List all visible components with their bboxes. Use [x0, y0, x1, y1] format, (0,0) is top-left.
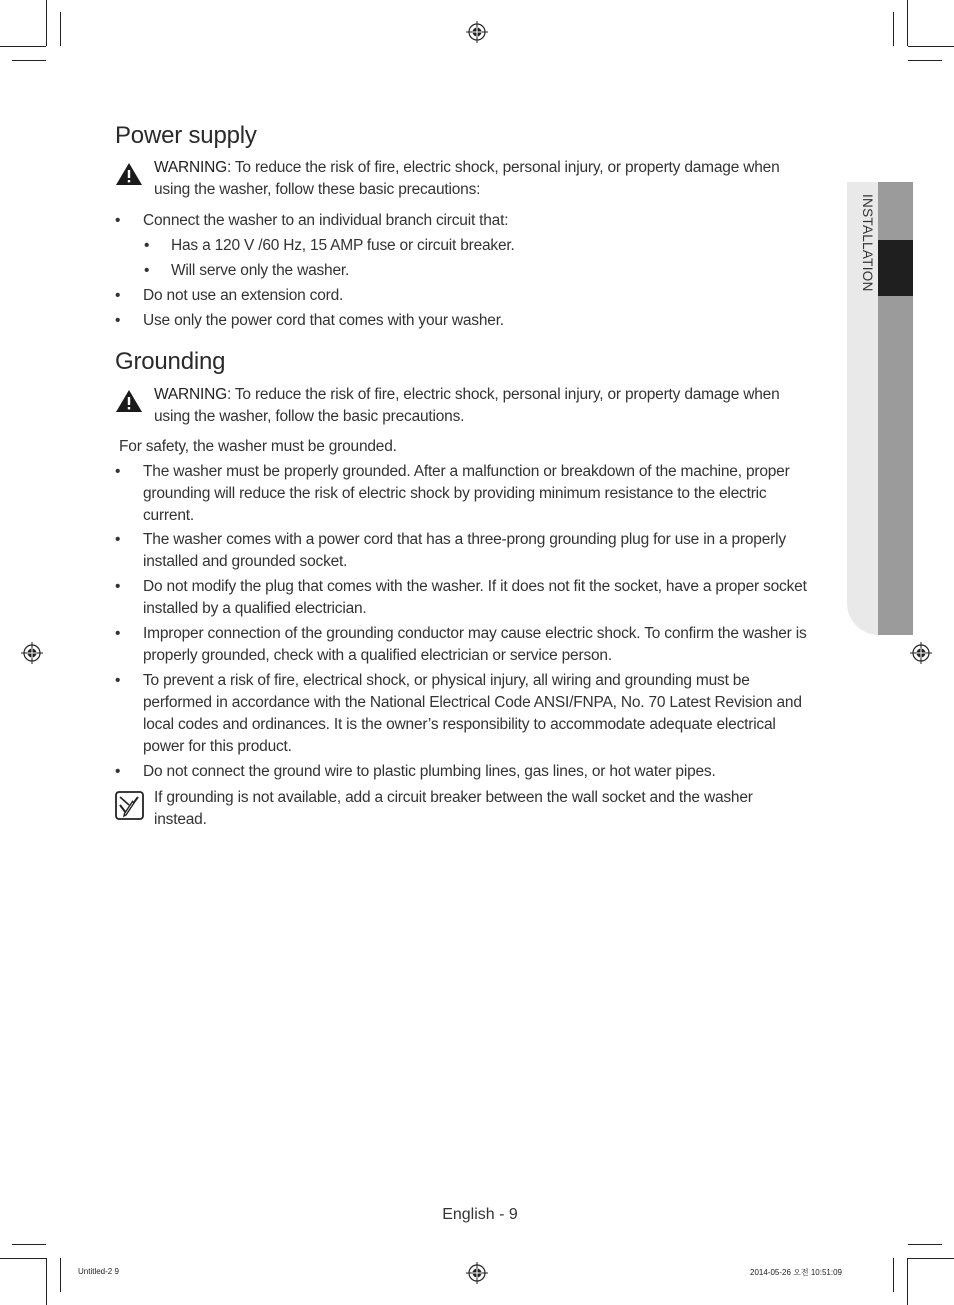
power-supply-list	[113, 210, 813, 332]
registration-mark-icon	[466, 21, 488, 43]
grounding-warning	[154, 384, 814, 428]
list-item: • The washer comes with a power cord that has a three-prong grounding plug for use in a properly installed and grounded socket.	[113, 529, 813, 573]
section-heading-grounding: Grounding	[115, 348, 226, 375]
power-supply-warning	[154, 157, 814, 201]
registration-mark-icon	[910, 642, 932, 664]
sub-list	[143, 235, 813, 282]
list-item-text: Connect the washer to an individual branch circuit that:	[143, 212, 509, 229]
warning-triangle-icon	[115, 162, 143, 186]
list-item	[113, 210, 813, 282]
list-item: • To prevent a risk of fire, electrical shock, or physical injury, all wiring and grounding must be performed in accordance with the National Electrical Code ANSI/FNPA, No. 70 Latest Revision and local codes and ordinances. It is the owner’s responsibility to accommodate adequate electrical power for this product.	[113, 670, 813, 758]
list-item: • Do not modify the plug that comes with the washer. If it does not fit the socket, have a proper socket installed by a qualified electrician.	[113, 576, 813, 620]
print-slug-file: Untitled-2 9	[78, 1267, 119, 1276]
warning-label: WARNING	[154, 159, 227, 176]
registration-mark-icon	[21, 642, 43, 664]
warning-text: : To reduce the risk of fire, electric shock, personal injury, or property damage when using the washer, follow the basic precautions.	[154, 386, 780, 425]
list-item: • Do not connect the ground wire to plastic plumbing lines, gas lines, or hot water pipes.	[113, 761, 813, 783]
sub-list-item: • Will serve only the washer.	[143, 260, 813, 282]
registration-mark-icon	[466, 1262, 488, 1284]
grounding-note: If grounding is not available, add a circuit breaker between the wall socket and the washer instead.	[154, 789, 753, 828]
list-item: • Use only the power cord that comes with your washer.	[113, 310, 813, 332]
list-item: • The washer must be properly grounded. After a malfunction or breakdown of the machine, proper grounding will reduce the risk of electric shock by providing minimum resistance to the electric current.	[113, 461, 813, 527]
warning-text: : To reduce the risk of fire, electric shock, personal injury, or property damage when using the washer, follow these basic precautions:	[154, 159, 780, 198]
section-heading-power-supply: Power supply	[115, 122, 257, 149]
section-side-tab	[847, 182, 913, 635]
side-tab-marker	[878, 240, 913, 296]
grounding-list	[113, 461, 813, 783]
page-number: English - 9	[442, 1206, 518, 1223]
warning-label: WARNING	[154, 386, 227, 403]
grounding-intro: For safety, the washer must be grounded.	[119, 438, 397, 455]
print-slug-date: 2014-05-26 오전 10:51:09	[750, 1268, 842, 1277]
list-item: • Improper connection of the grounding conductor may cause electric shock. To confirm the washer is properly grounded, check with a qualified electrician or service person.	[113, 623, 813, 667]
warning-triangle-icon	[115, 389, 143, 413]
side-tab-label: INSTALLATION	[860, 194, 875, 292]
list-item: • Do not use an extension cord.	[113, 285, 813, 307]
note-pencil-icon	[115, 791, 144, 820]
sub-list-item: • Has a 120 V /60 Hz, 15 AMP fuse or circuit breaker.	[143, 235, 813, 257]
